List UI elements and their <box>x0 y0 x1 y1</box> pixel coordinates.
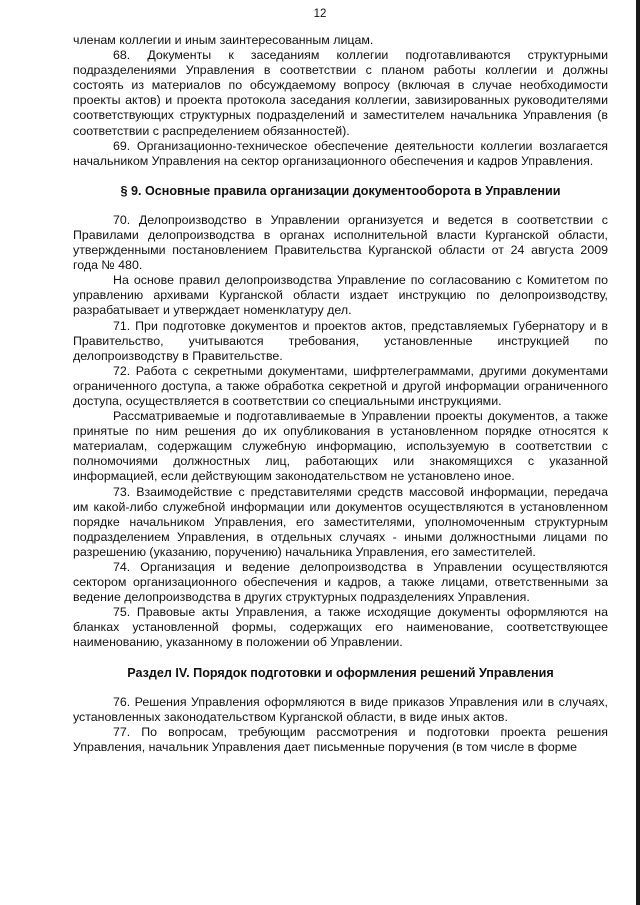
spacer <box>73 651 608 665</box>
document-body <box>73 33 608 755</box>
section-heading-9: § 9. Основные правила организации документооборота в Управлении <box>120 183 561 198</box>
spacer <box>73 199 608 213</box>
paragraph-70: 70. Делопроизводство в Управлении организуется и ведется в соответствии с Правилами делопроизводства в органах исполнительной власти Курганской области, утвержденными постановлением Правительства Курганской области от 24 августа 2009 года № 480. <box>73 212 608 273</box>
paragraph-71: 71. При подготовке документов и проектов актов, представляемых Губернатору и в Правительство, учитываются требования, установленные инструкцией по делопроизводству в Правительстве. <box>73 318 608 363</box>
spacer <box>73 681 608 695</box>
paragraph-70-cont: На основе правил делопроизводства Управление по согласованию с Комитетом по управлению архивами Курганской области издает инструкцию по делопроизводству, разрабатывает и утверждает номенклатуру дел. <box>73 273 608 318</box>
section-heading-iv: Раздел IV. Порядок подготовки и оформления решений Управления <box>127 665 554 680</box>
paragraph-73: 73. Взаимодействие с представителями средств массовой информации, передача им какой-либо служебной информации или документов осуществляются в установленном порядке начальником Управления, его заместителями, уполномоченным структурным подразделением Управления, в отдельных случаях - иными должностными лицами по разрешению (указанию, поручению) начальника Управления, его заместителей. <box>73 484 608 559</box>
paragraph-68: 68. Документы к заседаниям коллегии подготавливаются структурными подразделениями Управления в соответствии с планом работы коллегии и должны состоять из материалов по обсуждаемому вопросу (включая в случае необходимости проекты актов) и проекта протокола заседания коллегии, завизированных руководителями соответствующих структурных подразделений и заместителем начальника Управления (в соответствии с распределением обязанностей). <box>73 48 608 138</box>
page-number: 12 <box>313 8 327 20</box>
paragraph-76: 76. Решения Управления оформляются в виде приказов Управления или в случаях, установленных законодательством Курганской области, в виде иных актов. <box>73 694 608 724</box>
spacer <box>73 169 608 183</box>
paragraph-72: 72. Работа с секретными документами, шифртелеграммами, другими документами ограниченного доступа, а также обработка секретной и другой информации ограниченного доступа, осуществляется в соответствии со специальными инструкциями. <box>73 363 608 408</box>
paragraph-69: 69. Организационно-техническое обеспечение деятельности коллегии возлагается начальником Управления на сектор организационного обеспечения и кадров Управления. <box>73 138 608 168</box>
paragraph-75: 75. Правовые акты Управления, а также исходящие документы оформляются на бланках установленной формы, содержащих его наименование, соответствующее наименованию, указанному в положении об Управлении. <box>73 605 608 650</box>
paragraph-74: 74. Организация и ведение делопроизводства в Управлении осуществляются сектором организационного обеспечения и кадров, а также лицами, ответственными за ведение делопроизводства в других структурных подразделениях Управления. <box>73 560 608 605</box>
paragraph-continuation: членам коллегии и иным заинтересованным лицам. <box>73 33 374 47</box>
scan-edge-bar <box>636 0 640 905</box>
paragraph-72-cont: Рассматриваемые и подготавливаемые в Управлении проекты документов, а также принятые по ним решения до их опубликования в установленном порядке относятся к материалам, содержащим служебную информацию, используемую в соответствии с полномочиями должностных лиц, работающих или знакомящихся с указанной информацией, если действующим законодательством не установлено иное. <box>73 409 608 484</box>
paragraph-77: 77. По вопросам, требующим рассмотрения и подготовки проекта решения Управления, начальник Управления дает письменные поручения (в том числе в форме <box>73 724 608 754</box>
